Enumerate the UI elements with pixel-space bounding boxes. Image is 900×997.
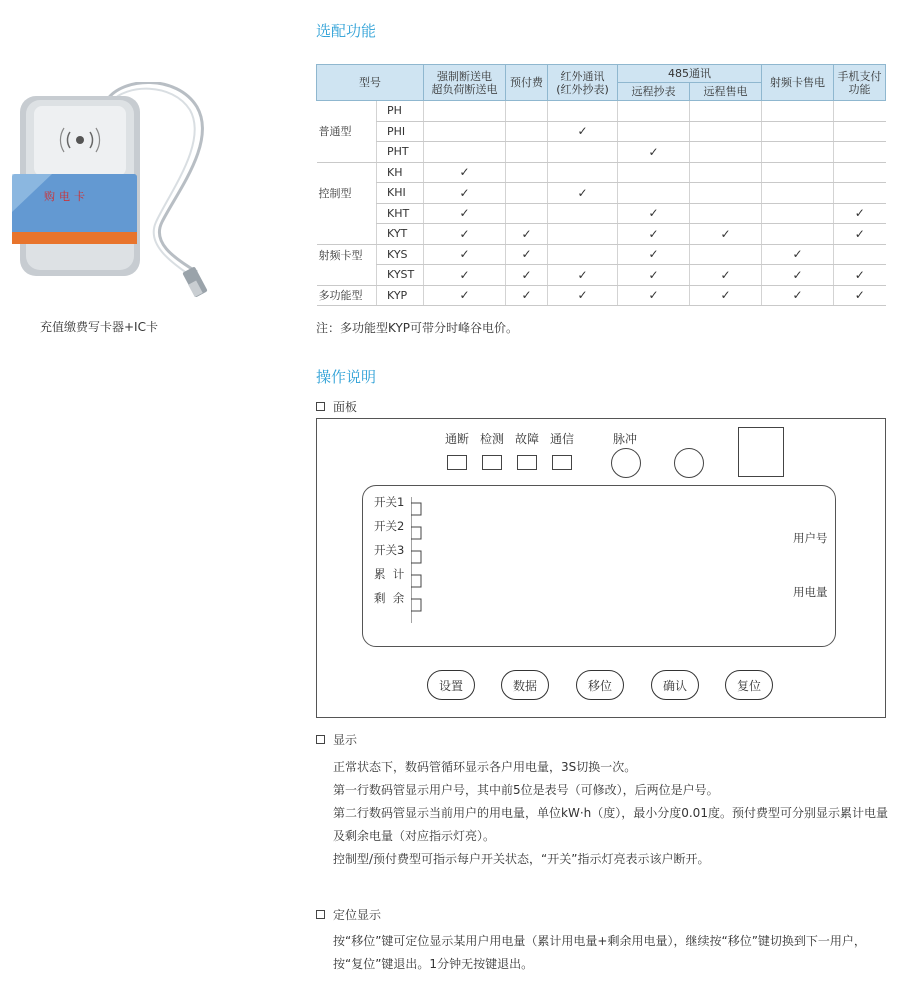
feature-cell	[834, 244, 886, 265]
feature-cell	[690, 121, 762, 142]
feature-cell	[690, 265, 762, 286]
check-mark-icon: ✓	[577, 267, 588, 282]
model-cell: KHT	[377, 203, 424, 224]
display-description	[333, 756, 888, 871]
feature-cell	[762, 142, 834, 163]
feature-cell	[690, 285, 762, 306]
header-mobile-line1: 手机支付	[837, 69, 882, 83]
header-mobile	[834, 65, 886, 101]
label-cumulative: 累 计	[374, 567, 405, 581]
feature-cell	[424, 285, 506, 306]
table-row	[317, 224, 886, 245]
label-remaining: 剩 余	[374, 591, 405, 605]
feature-cell	[762, 162, 834, 183]
checkbox-square-icon	[316, 910, 325, 919]
feature-cell	[762, 121, 834, 142]
feature-cell	[762, 101, 834, 122]
type-cell: 普通型	[318, 125, 352, 139]
feature-cell	[424, 101, 506, 122]
type-cell	[317, 101, 377, 122]
feature-cell	[548, 203, 618, 224]
feature-cell	[548, 244, 618, 265]
label-usage: 用电量	[793, 585, 828, 599]
options-table	[316, 64, 886, 306]
indicator-comm	[552, 455, 572, 470]
table-row	[317, 265, 886, 286]
header-remote-sell: 远程售电	[690, 83, 762, 101]
card-text: 购电卡	[44, 190, 89, 203]
check-mark-icon: ✓	[854, 206, 865, 221]
feature-cell	[690, 101, 762, 122]
check-mark-icon: ✓	[459, 247, 470, 262]
table-row	[317, 183, 886, 204]
table-row	[317, 162, 886, 183]
feature-cell	[618, 183, 690, 204]
panel-diagram	[316, 418, 886, 718]
options-table-body	[317, 101, 886, 306]
table-row	[317, 101, 886, 122]
feature-cell	[834, 265, 886, 286]
feature-cell	[506, 265, 548, 286]
feature-cell	[506, 162, 548, 183]
model-cell: KYS	[377, 244, 424, 265]
check-mark-icon: ✓	[792, 267, 803, 282]
feature-cell	[762, 224, 834, 245]
type-cell: 控制型	[318, 186, 352, 200]
label-user-id: 用户号	[793, 531, 828, 545]
options-title: 选配功能	[316, 22, 377, 40]
display-paragraph: 正常状态下，数码管循环显示各户用电量，3S切换一次。	[333, 760, 637, 774]
table-row	[317, 244, 886, 265]
feature-cell	[424, 203, 506, 224]
header-ir-line2: (红外抄表)	[556, 82, 609, 96]
model-cell: KYST	[377, 265, 424, 286]
check-mark-icon: ✓	[854, 288, 865, 303]
feature-cell	[834, 183, 886, 204]
check-mark-icon: ✓	[459, 288, 470, 303]
header-remote-read: 远程抄表	[618, 83, 690, 101]
feature-cell	[618, 203, 690, 224]
check-mark-icon: ✓	[521, 247, 532, 262]
display-paragraph: 第一行数码管显示用户号，其中前5位是表号（可修改），后两位是户号。	[333, 783, 719, 797]
indicator-onoff	[447, 455, 467, 470]
key-data[interactable]: 数据	[501, 670, 549, 700]
check-mark-icon: ✓	[720, 288, 731, 303]
check-mark-icon: ✓	[720, 267, 731, 282]
check-mark-icon: ✓	[459, 267, 470, 282]
header-ir	[548, 65, 618, 101]
feature-cell	[548, 162, 618, 183]
check-mark-icon: ✓	[577, 124, 588, 139]
feature-cell	[834, 101, 886, 122]
feature-cell	[762, 183, 834, 204]
label-switch-1: 开关1	[374, 495, 405, 509]
operation-title: 操作说明	[316, 368, 377, 386]
type-cell	[317, 265, 377, 286]
type-cell	[317, 224, 377, 245]
display-heading-text: 显示	[333, 733, 358, 747]
check-mark-icon: ✓	[648, 247, 659, 262]
feature-cell	[424, 162, 506, 183]
header-prepay: 预付费	[506, 65, 548, 101]
feature-cell	[548, 101, 618, 122]
model-cell: KH	[377, 162, 424, 183]
pulse-light-2	[674, 448, 704, 478]
check-mark-icon: ✓	[459, 185, 470, 200]
check-mark-icon: ✓	[459, 206, 470, 221]
indicator-ticks	[411, 497, 425, 623]
feature-cell	[548, 183, 618, 204]
model-cell: KHI	[377, 183, 424, 204]
lcd-display	[362, 485, 836, 647]
check-mark-icon: ✓	[854, 267, 865, 282]
header-overload	[424, 65, 506, 101]
feature-cell	[618, 244, 690, 265]
check-mark-icon: ✓	[521, 267, 532, 282]
header-model: 型号	[317, 65, 424, 101]
feature-cell	[690, 142, 762, 163]
feature-cell	[548, 285, 618, 306]
feature-cell	[618, 285, 690, 306]
model-cell: KYT	[377, 224, 424, 245]
check-mark-icon: ✓	[854, 226, 865, 241]
check-mark-icon: ✓	[648, 288, 659, 303]
feature-cell	[548, 224, 618, 245]
feature-cell	[618, 142, 690, 163]
check-mark-icon: ✓	[577, 288, 588, 303]
header-overload-line1: 强制断送电	[437, 69, 492, 83]
locate-heading-text: 定位显示	[333, 908, 382, 922]
display-paragraph: 第二行数码管显示当前用户的用电量，单位kW·h（度），最小分度0.01度。预付费型可分别显示累计电量及剩余电量（对应指示灯亮）。	[333, 806, 888, 843]
feature-cell	[762, 265, 834, 286]
indicator-label-comm: 通信	[550, 432, 575, 446]
feature-cell	[548, 121, 618, 142]
feature-cell	[834, 224, 886, 245]
check-mark-icon: ✓	[792, 247, 803, 262]
feature-cell	[618, 121, 690, 142]
feature-cell	[506, 285, 548, 306]
feature-cell	[690, 183, 762, 204]
header-ir-line1: 红外通讯	[560, 69, 605, 83]
panel-heading	[316, 398, 357, 415]
feature-cell	[506, 224, 548, 245]
feature-cell	[618, 265, 690, 286]
table-row	[317, 285, 886, 306]
feature-cell	[424, 142, 506, 163]
feature-cell	[424, 224, 506, 245]
check-mark-icon: ✓	[792, 288, 803, 303]
feature-cell	[548, 142, 618, 163]
locate-paragraph: 按“移位”键可定位显示某用户用电量（累计用电量+剩余用电量），继续按“移位”键切换到下一用户，按“复位”键退出。1分钟无按键退出。	[333, 934, 866, 971]
check-mark-icon: ✓	[648, 144, 659, 159]
pulse-light-1	[611, 448, 641, 478]
feature-cell	[690, 244, 762, 265]
type-cell: 多功能型	[317, 285, 377, 306]
feature-cell	[834, 162, 886, 183]
feature-cell	[506, 101, 548, 122]
header-overload-line2: 超负荷断送电	[431, 82, 498, 96]
header-rf-card: 射频卡售电	[762, 65, 834, 101]
panel-heading-text: 面板	[333, 400, 358, 414]
label-switch-2: 开关2	[374, 519, 405, 533]
feature-cell	[762, 285, 834, 306]
feature-cell	[618, 101, 690, 122]
label-switch-3: 开关3	[374, 543, 405, 557]
feature-cell	[506, 203, 548, 224]
card-slot	[738, 427, 784, 477]
key-settings[interactable]: 设置	[427, 670, 475, 700]
type-cell	[317, 203, 377, 224]
feature-cell	[424, 183, 506, 204]
feature-cell	[690, 162, 762, 183]
model-cell: PHT	[377, 142, 424, 163]
checkbox-square-icon	[316, 735, 325, 744]
indicator-label-fault: 故障	[515, 432, 540, 446]
feature-cell	[424, 244, 506, 265]
type-cell	[317, 162, 377, 183]
model-cell: PH	[377, 101, 424, 122]
check-mark-icon: ✓	[648, 226, 659, 241]
feature-cell	[618, 162, 690, 183]
feature-cell	[690, 203, 762, 224]
feature-cell	[618, 224, 690, 245]
feature-cell	[506, 121, 548, 142]
product-caption: 充值缴费写卡器+IC卡	[40, 320, 158, 334]
feature-cell	[834, 203, 886, 224]
display-heading	[316, 731, 357, 748]
indicator-fault	[517, 455, 537, 470]
pulse-label: 脉冲	[613, 432, 638, 446]
check-mark-icon: ✓	[648, 267, 659, 282]
key-confirm[interactable]: 确认	[651, 670, 699, 700]
feature-cell	[506, 142, 548, 163]
header-485: 485通讯	[618, 65, 762, 83]
table-note: 注：多功能型KYP可带分时峰谷电价。	[316, 321, 519, 335]
model-cell: KYP	[377, 285, 424, 306]
locate-heading	[316, 906, 381, 923]
indicator-label-detect: 检测	[480, 432, 505, 446]
feature-cell	[690, 224, 762, 245]
table-row	[317, 121, 886, 142]
display-paragraph: 控制型/预付费型可指示每户开关状态，“开关”指示灯亮表示该户断开。	[333, 852, 710, 866]
feature-cell	[834, 142, 886, 163]
indicator-detect	[482, 455, 502, 470]
type-cell: 射频卡型	[318, 248, 363, 262]
check-mark-icon: ✓	[521, 226, 532, 241]
table-row	[317, 142, 886, 163]
header-mobile-line2: 功能	[848, 82, 871, 96]
feature-cell	[834, 285, 886, 306]
check-mark-icon: ✓	[521, 288, 532, 303]
type-cell	[317, 142, 377, 163]
feature-cell	[424, 265, 506, 286]
feature-cell	[506, 244, 548, 265]
key-shift[interactable]: 移位	[576, 670, 624, 700]
feature-cell	[834, 121, 886, 142]
feature-cell	[762, 244, 834, 265]
check-mark-icon: ✓	[648, 206, 659, 221]
check-mark-icon: ✓	[459, 226, 470, 241]
indicator-label-onoff: 通断	[445, 432, 470, 446]
locate-description	[333, 930, 888, 976]
checkbox-square-icon	[316, 402, 325, 411]
check-mark-icon: ✓	[459, 165, 470, 180]
check-mark-icon: ✓	[720, 226, 731, 241]
model-cell: PHI	[377, 121, 424, 142]
feature-cell	[424, 121, 506, 142]
check-mark-icon: ✓	[577, 185, 588, 200]
feature-cell	[548, 265, 618, 286]
key-reset[interactable]: 复位	[725, 670, 773, 700]
feature-cell	[506, 183, 548, 204]
table-row	[317, 203, 886, 224]
feature-cell	[762, 203, 834, 224]
